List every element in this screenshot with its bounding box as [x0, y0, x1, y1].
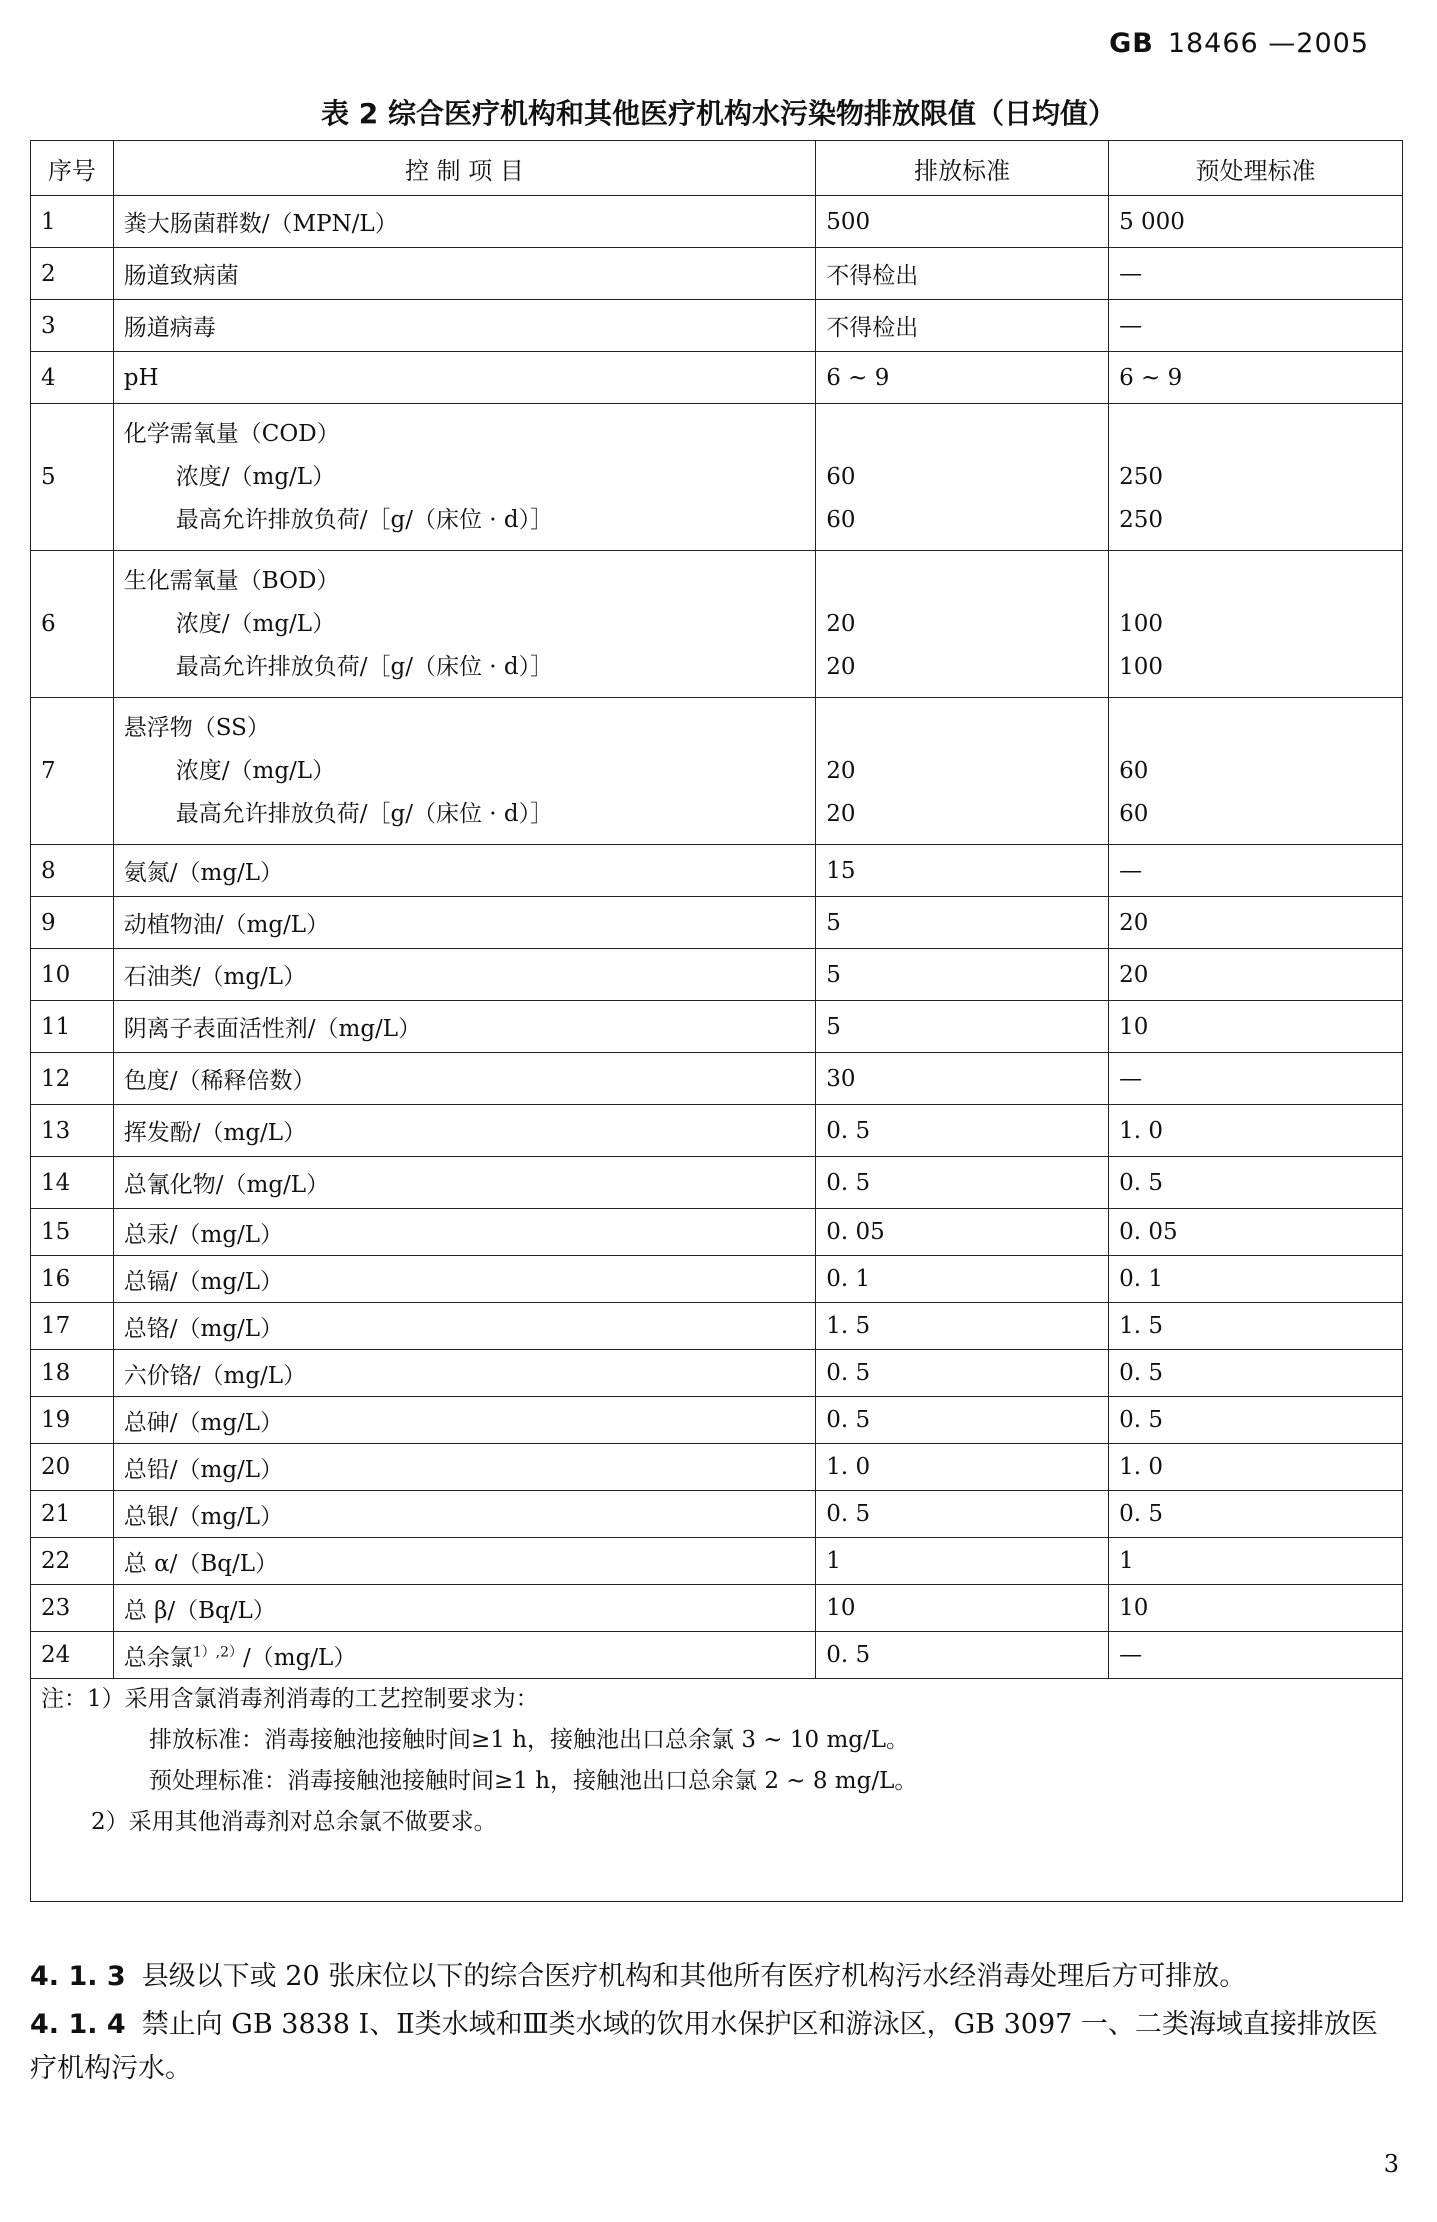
item-name: 动植物油/（mg/L） [123, 912, 330, 938]
row-number: 16 [41, 1266, 71, 1292]
pre-value: 1. 0 [1119, 1454, 1163, 1480]
std-value: 0. 5 [826, 1407, 871, 1433]
std-value: 0. 5 [826, 1117, 871, 1144]
item-name: 总铬/（mg/L） [123, 1315, 284, 1342]
pre-value: 60 [1119, 800, 1149, 827]
table-row [31, 196, 1403, 248]
item-name: 色度/（稀释倍数） [123, 1068, 316, 1094]
pre-value: 0. 5 [1119, 1407, 1163, 1433]
std-prefix: GB [1109, 28, 1154, 59]
pre-value: 1 [1119, 1548, 1134, 1574]
item-sub: 最高允许排放负荷/［g/（床位 · d）］ [175, 506, 554, 533]
item-name: 总氰化物/（mg/L） [123, 1172, 330, 1198]
table-row [31, 845, 1403, 897]
notes-row [31, 1679, 1403, 1902]
col-header-std: 排放标准 [816, 141, 1109, 196]
std-value: 20 [826, 653, 856, 680]
table-row [31, 1105, 1403, 1157]
pre-value: 0. 05 [1119, 1219, 1178, 1245]
table-row [31, 248, 1403, 300]
std-value: 不得检出 [826, 315, 919, 341]
clause-text: 县级以下或 20 张床位以下的综合医疗机构和其他所有医疗机构污水经消毒处理后方可排放。 [141, 1961, 1247, 1992]
table-row [31, 698, 1403, 845]
row-number: 21 [41, 1501, 71, 1527]
table-row [31, 1397, 1403, 1444]
row-number: 24 [41, 1642, 71, 1668]
std-value: 60 [826, 506, 856, 533]
table-row [31, 1256, 1403, 1303]
row-number: 9 [41, 909, 56, 936]
table-row [31, 1632, 1403, 1679]
row-number: 14 [41, 1169, 71, 1196]
item-name: 总 α/（Bq/L） [123, 1550, 279, 1577]
note-line: 2）采用其他消毒剂对总余氯不做要求。 [91, 1809, 497, 1835]
std-value: 60 [826, 463, 856, 490]
item-name: 挥发酚/（mg/L） [123, 1120, 307, 1146]
pre-value: 20 [1119, 909, 1149, 936]
table-body [31, 196, 1403, 1679]
row-number: 8 [41, 857, 56, 884]
item-name: 生化需氧量（BOD） [123, 567, 340, 594]
item-footnote-ref: 1）,2） [192, 1643, 244, 1660]
pre-value: 0. 5 [1119, 1360, 1163, 1386]
clause-number: 4. 1. 4 [30, 2009, 126, 2040]
std-value: 0. 5 [826, 1169, 871, 1196]
row-number: 5 [41, 464, 56, 490]
row-number: 3 [41, 312, 56, 339]
item-name: 肠道病毒 [123, 315, 216, 341]
item-name: 总银/（mg/L） [123, 1503, 284, 1530]
table-row [31, 1491, 1403, 1538]
pre-value: 0. 5 [1119, 1501, 1163, 1527]
clause-text: 禁止向 GB 3838 Ⅰ、Ⅱ类水域和Ⅲ类水域的饮用水保护区和游泳区，GB 3097 一、二类海域直接排放医疗机构污水。 [30, 2009, 1378, 2084]
item-name: 石油类/（mg/L） [123, 964, 307, 990]
table-row [31, 1053, 1403, 1105]
paragraph-4-1-3 [30, 1955, 1403, 1999]
table-row [31, 1538, 1403, 1585]
std-value: 0. 5 [826, 1360, 871, 1386]
table-row [31, 1001, 1403, 1053]
row-number: 19 [41, 1407, 71, 1433]
item-sub: 最高允许排放负荷/［g/（床位 · d）］ [175, 653, 554, 680]
pre-value: 250 [1119, 463, 1163, 490]
pre-value: — [1119, 1065, 1143, 1092]
std-value: 15 [826, 857, 856, 884]
pre-value: 0. 5 [1119, 1169, 1163, 1196]
pre-value: 100 [1119, 610, 1163, 637]
limits-table [30, 140, 1403, 1902]
item-name: 化学需氧量（COD） [123, 420, 340, 447]
row-number: 7 [41, 758, 56, 784]
std-value: 不得检出 [826, 263, 919, 289]
std-value: 1. 0 [826, 1454, 871, 1480]
table-title: 表 2 综合医疗机构和其他医疗机构水污染物排放限值（日均值） [321, 97, 1116, 130]
std-value: 1. 5 [826, 1313, 871, 1339]
pre-value: 1. 0 [1119, 1117, 1163, 1144]
table-row [31, 1444, 1403, 1491]
std-value: 6 ~ 9 [826, 364, 890, 391]
row-number: 10 [41, 961, 71, 988]
row-number: 22 [41, 1548, 71, 1574]
pre-value: — [1119, 857, 1143, 884]
std-value: 20 [826, 757, 856, 784]
pre-value: — [1119, 1642, 1143, 1668]
table-row [31, 300, 1403, 352]
table-row [31, 1209, 1403, 1256]
page-number: 3 [1383, 2150, 1399, 2178]
std-value: 0. 05 [826, 1219, 885, 1245]
item-sub: 浓度/（mg/L） [175, 610, 336, 637]
paragraph-4-1-4 [30, 2003, 1403, 2091]
row-number: 6 [41, 611, 56, 637]
row-number: 13 [41, 1117, 71, 1144]
row-number: 4 [41, 364, 56, 391]
row-number: 15 [41, 1219, 71, 1245]
std-value: 0. 5 [826, 1642, 871, 1668]
std-value: 5 [826, 1013, 841, 1040]
std-value: 0. 5 [826, 1501, 871, 1527]
table-notes [31, 1679, 1403, 1902]
table-row [31, 551, 1403, 698]
row-number: 17 [41, 1313, 71, 1339]
pre-value: 100 [1119, 653, 1163, 680]
std-value: 30 [826, 1065, 856, 1092]
clause-number: 4. 1. 3 [30, 1961, 126, 1992]
pre-value: 10 [1119, 1595, 1149, 1621]
table-row [31, 404, 1403, 551]
col-header-item: 控 制 项 目 [113, 141, 815, 196]
item-name: 悬浮物（SS） [123, 714, 270, 741]
table-row [31, 1303, 1403, 1350]
item-name: 氨氮/（mg/L） [123, 860, 284, 886]
std-number: 18466 —2005 [1167, 28, 1369, 59]
table-row [31, 1157, 1403, 1209]
item-name: 总砷/（mg/L） [123, 1409, 284, 1436]
page-header [1109, 28, 1369, 59]
col-header-pre: 预处理标准 [1109, 141, 1403, 196]
item-name: 阴离子表面活性剂/（mg/L） [123, 1016, 422, 1042]
item-sub: 浓度/（mg/L） [175, 463, 336, 490]
table-row [31, 352, 1403, 404]
item-name: 六价铬/（mg/L） [123, 1362, 307, 1389]
pre-value: 20 [1119, 961, 1149, 988]
row-number: 12 [41, 1065, 71, 1092]
col-header-no: 序号 [31, 141, 114, 196]
pre-value: 60 [1119, 757, 1149, 784]
item-name: 总余氯 [123, 1644, 193, 1671]
note-line: 排放标准：消毒接触池接触时间≥1 h，接触池出口总余氯 3 ~ 10 mg/L。 [149, 1727, 909, 1753]
pre-value: — [1119, 312, 1143, 339]
item-name: 肠道致病菌 [123, 263, 239, 289]
table-row [31, 897, 1403, 949]
row-number: 18 [41, 1360, 71, 1386]
note-line: 注：1）采用含氯消毒剂消毒的工艺控制要求为： [41, 1686, 539, 1712]
std-value: 0. 1 [826, 1266, 871, 1292]
item-name: 总 β/（Bq/L） [123, 1597, 276, 1624]
std-value: 5 [826, 909, 841, 936]
item-unit: /（mg/L） [243, 1644, 357, 1671]
pre-value: 10 [1119, 1013, 1149, 1040]
table-header-row [31, 141, 1403, 196]
item-name: pH [123, 364, 159, 391]
pre-value: — [1119, 260, 1143, 287]
pre-value: 0. 1 [1119, 1266, 1163, 1292]
std-value: 20 [826, 610, 856, 637]
row-number: 2 [41, 260, 56, 287]
std-value: 10 [826, 1595, 856, 1621]
pre-value: 250 [1119, 506, 1163, 533]
std-value: 500 [826, 208, 871, 235]
item-sub: 浓度/（mg/L） [175, 757, 336, 784]
table-row [31, 1585, 1403, 1632]
row-number: 11 [41, 1013, 71, 1040]
pre-value: 5 000 [1119, 208, 1185, 235]
row-number: 20 [41, 1454, 71, 1480]
note-line: 预处理标准：消毒接触池接触时间≥1 h，接触池出口总余氯 2 ~ 8 mg/L。 [149, 1768, 918, 1794]
item-name: 总铅/（mg/L） [123, 1456, 284, 1483]
std-value: 1 [826, 1548, 841, 1574]
row-number: 23 [41, 1595, 71, 1621]
std-value: 5 [826, 961, 841, 988]
item-name: 粪大肠菌群数/（MPN/L） [123, 211, 398, 237]
table-row [31, 1350, 1403, 1397]
table-row [31, 949, 1403, 1001]
item-name: 总汞/（mg/L） [123, 1221, 284, 1248]
row-number: 1 [41, 208, 56, 235]
item-name: 总镉/（mg/L） [123, 1268, 284, 1295]
pre-value: 6 ~ 9 [1119, 364, 1183, 391]
item-sub: 最高允许排放负荷/［g/（床位 · d）］ [175, 800, 554, 827]
std-value: 20 [826, 800, 856, 827]
pre-value: 1. 5 [1119, 1313, 1163, 1339]
